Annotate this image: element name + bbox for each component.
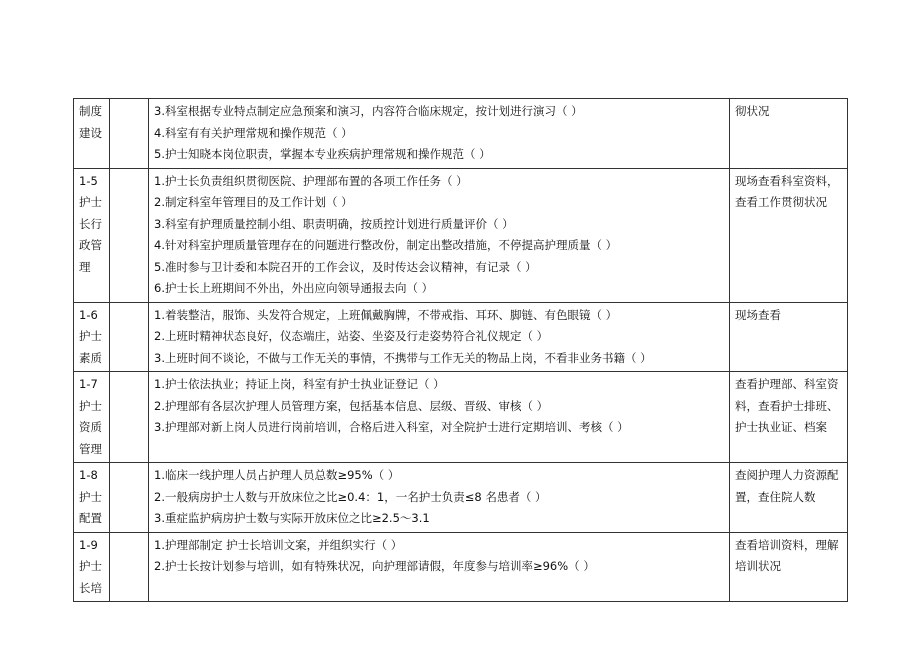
table-row [74,532,848,602]
blank-cell [110,168,149,302]
standards-table [73,98,848,602]
table-row [74,99,848,169]
list-item: 2.一般病房护士人数与开放床位之比≥0.4：1，一名护士负责≤8 名患者（ ） [154,489,547,504]
table-row [74,463,848,533]
list-item: 1.护理部制定 护士长培训文案，并组织实行（ ） [154,537,403,552]
list-item: 2.上班时精神状态良好，仪态端庄，站姿、坐姿及行走姿势符合礼仪规定（ ） [154,329,549,343]
list-item: 3.上班时间不谈论，不做与工作无关的事情，不携带与工作无关的物品上岗，不看非业务书籍（ ） [154,350,652,365]
row-code: 1-8 护士配置 [74,463,110,533]
list-item: 1.护士依法执业；持证上岗，科室有护士执业证登记（ ） [154,377,445,391]
list-item: 1.临床一线护理人员占护理人员总数≥95%（ ） [154,468,400,482]
row-code: 1-7 护士资质管理 [74,372,110,463]
row-method: 查看培训资料，理解培训状况 [730,532,848,602]
row-code: 1-6 护士素质 [74,302,110,372]
list-item: 3.科室根据专业特点制定应急预案和演习，内容符合临床规定，按计划进行演习（ ） [154,104,583,118]
list-item: 3.护理部对新上岗人员进行岗前培训，合格后进入科室，对全院护士进行定期培训、考核（ ） [154,420,629,434]
blank-cell [110,99,149,169]
row-code: 1-9 护士长培 [74,532,110,602]
list-item: 2.护士长按计划参与培训，如有特殊状况，向护理部请假，年度参与培训率≥96%（ ） [154,559,595,573]
row-code: 1-5 护士长行政管理 [74,168,110,302]
list-item: 6.护士长上班期间不外出，外出应向领导通报去向（ ） [154,281,434,295]
row-method: 查阅护理人力资源配置，查住院人数 [730,463,848,533]
list-item: 3.重症监护病房护士数与实际开放床位之比≥2.5～3.1 [154,511,430,525]
list-item: 3.科室有护理质量控制小组、职责明确，按质控计划进行质量评价（ ） [154,216,514,231]
row-code: 制度建设 [74,99,110,169]
list-item: 2.制定科室年管理目的及工作计划（ ） [154,195,353,209]
row-items [149,372,730,463]
list-item: 1.护士长负责组织贯彻医院、护理部布置的各项工作任务（ ） [154,173,468,188]
row-method: 查看护理部、科室资料，查看护士排班、护士执业证、档案 [730,372,848,463]
row-method: 现场查看科室资料，查看工作贯彻状况 [730,168,848,302]
table-row [74,372,848,463]
row-items [149,532,730,602]
blank-cell [110,463,149,533]
list-item: 1.着装整洁，服饰、头发符合规定，上班佩戴胸牌，不带戒指、耳环、脚链、有色眼镜（ ） [154,307,618,322]
list-item: 5.准时参与卫计委和本院召开的工作会议，及时传达会议精神，有记录（ ） [154,259,537,274]
blank-cell [110,302,149,372]
list-item: 5.护士知晓本岗位职责，掌握本专业疾病护理常规和操作规范（ ） [154,147,491,161]
row-items [149,99,730,169]
row-method: 彻状况 [730,99,848,169]
row-items [149,168,730,302]
blank-cell [110,532,149,602]
row-method: 现场查看 [730,302,848,372]
list-item: 4.针对科室护理质量管理存在的问题进行整改份，制定出整改措施，不停提高护理质量（ ） [154,238,618,252]
row-items [149,463,730,533]
list-item: 4.科室有有关护理常规和操作规范（ ） [154,125,353,140]
list-item: 2.护理部有各层次护理人员管理方案，包括基本信息、层级、晋级、审核（ ） [154,398,549,413]
table-row [74,168,848,302]
blank-cell [110,372,149,463]
table-row [74,302,848,372]
row-items [149,302,730,372]
